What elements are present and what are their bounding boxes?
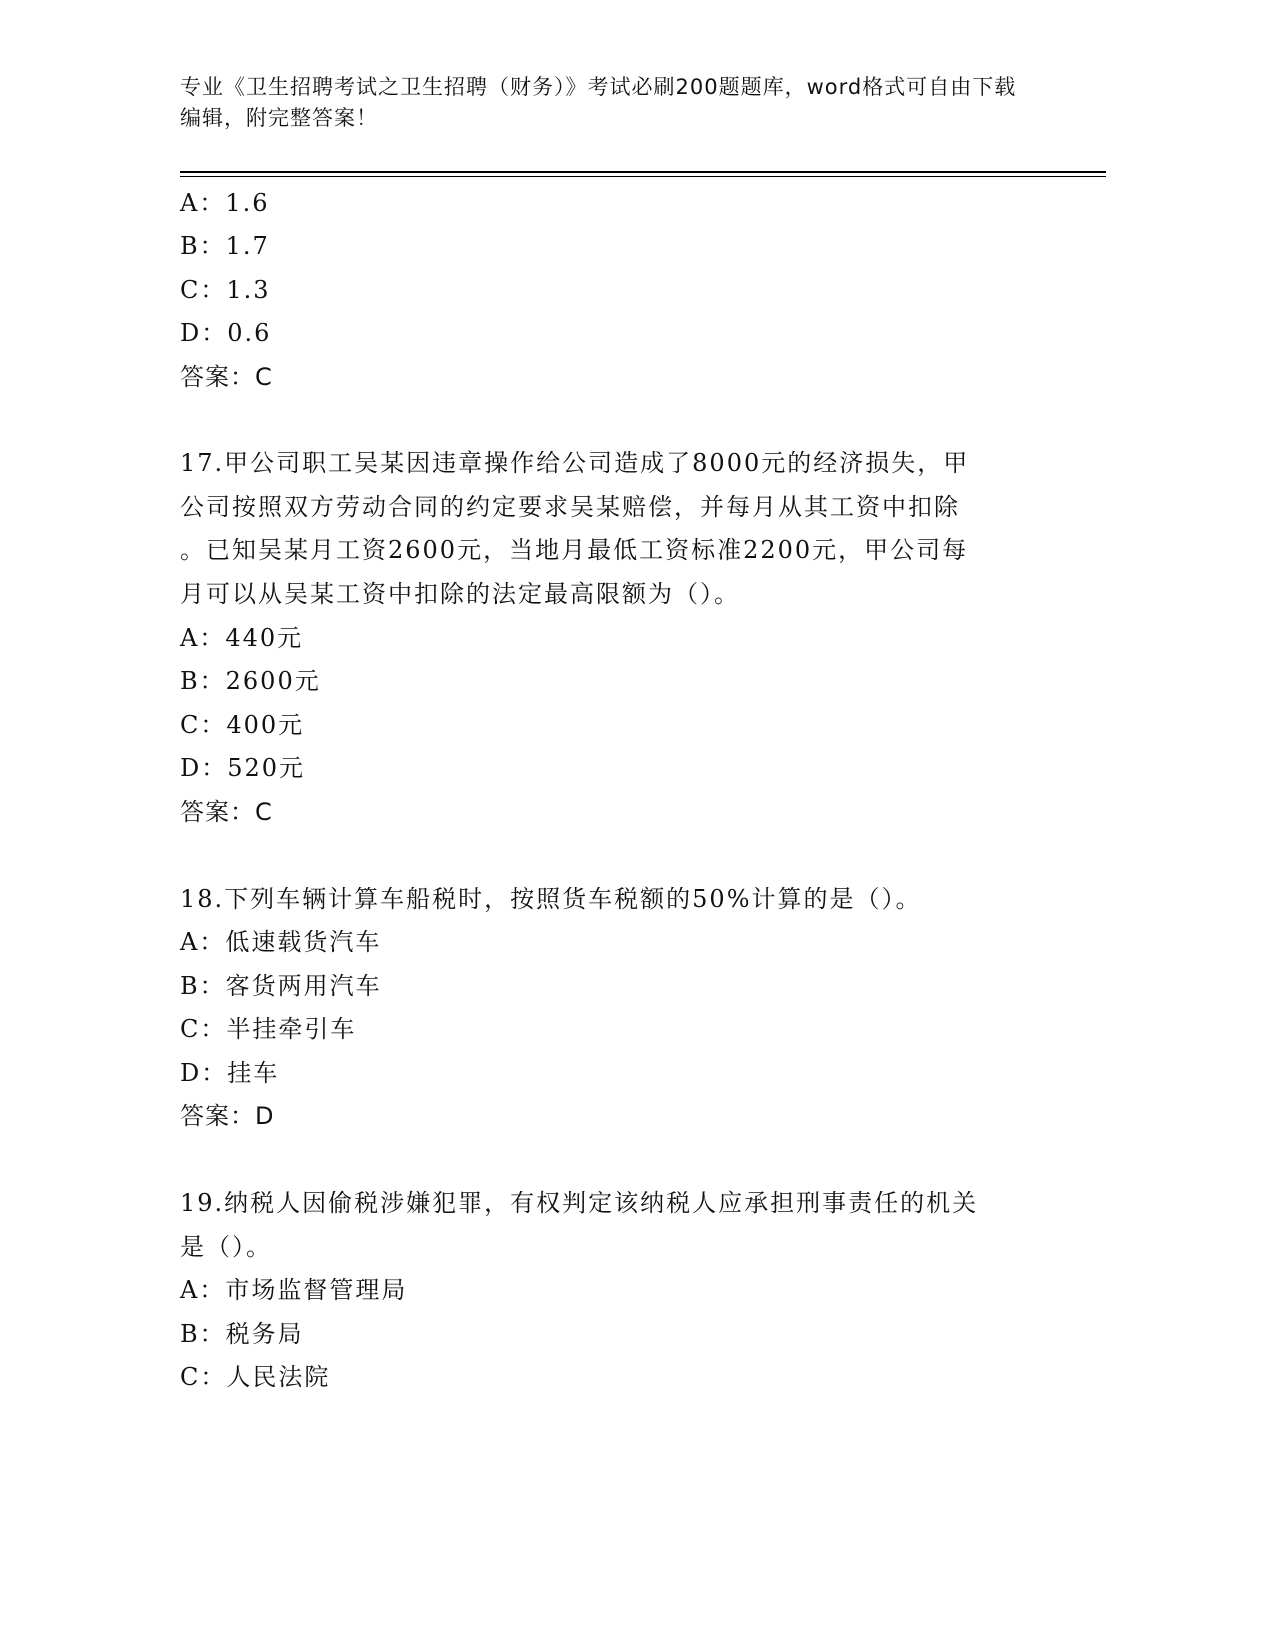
q16-option-b: B：1.7: [180, 232, 270, 260]
q17-option-a: A：440元: [180, 624, 304, 652]
q17-option-d: D：520元: [180, 754, 306, 782]
q19-option-c: C：人民法院: [180, 1363, 331, 1391]
q17-stem-line: 。已知吴某月工资2600元，当地月最低工资标准2200元，甲公司每: [180, 536, 969, 564]
q18-stem-line: 18.下列车辆计算车船税时，按照货车税额的50%计算的是（）。: [180, 885, 922, 913]
q17-option-c: C：400元: [180, 711, 305, 739]
header-rule-thin: [180, 176, 1106, 177]
q19-stem-line: 是（）。: [180, 1233, 272, 1261]
q18-option-b: B：客货两用汽车: [180, 972, 382, 1000]
document-header: 专业《卫生招聘考试之卫生招聘（财务）》考试必刷200题题库，word格式可自由下载编辑，附完整答案！: [180, 75, 1017, 130]
q18-option-a: A：低速载货汽车: [180, 928, 382, 956]
q18-answer: 答案：D: [180, 1102, 275, 1130]
header-rule-thick: [180, 171, 1106, 173]
q17-answer: 答案：C: [180, 798, 273, 826]
q19-option-b: B：税务局: [180, 1320, 304, 1348]
q17-stem-line: 17.甲公司职工吴某因违章操作给公司造成了8000元的经济损失，甲: [180, 449, 970, 477]
q18-option-c: C：半挂牵引车: [180, 1015, 357, 1043]
q19-option-a: A：市场监督管理局: [180, 1276, 408, 1304]
q17-stem-line: 月可以从吴某工资中扣除的法定最高限额为（）。: [180, 580, 740, 608]
q17-stem-line: 公司按照双方劳动合同的约定要求吴某赔偿，并每月从其工资中扣除: [180, 493, 960, 521]
q18-option-d: D：挂车: [180, 1059, 280, 1087]
q19-stem-line: 19.纳税人因偷税涉嫌犯罪，有权判定该纳税人应承担刑事责任的机关: [180, 1189, 979, 1217]
q16-answer: 答案：C: [180, 363, 273, 391]
q16-option-a: A：1.6: [180, 189, 270, 217]
q17-option-b: B：2600元: [180, 667, 321, 695]
q16-option-d: D：0.6: [180, 319, 272, 347]
q16-option-c: C：1.3: [180, 276, 271, 304]
